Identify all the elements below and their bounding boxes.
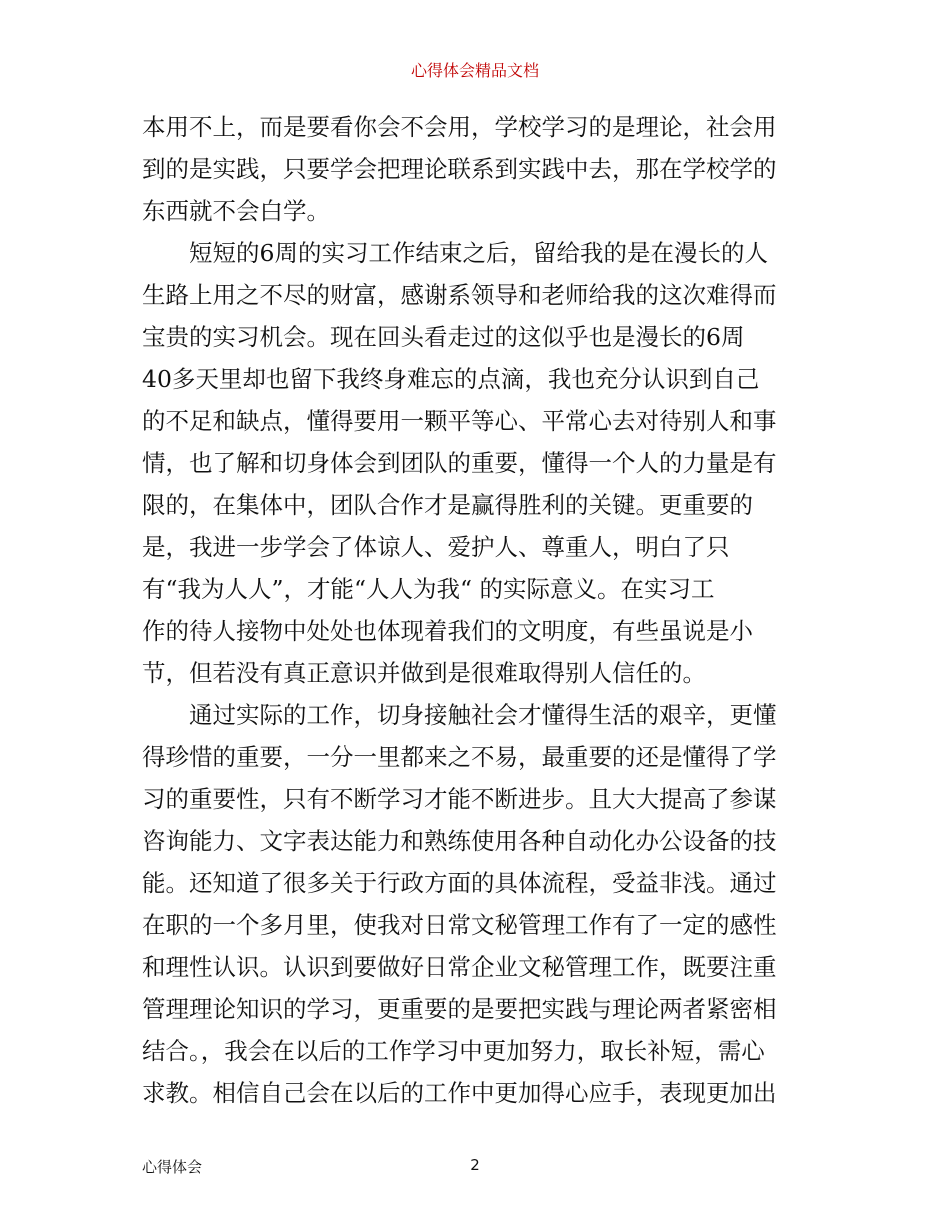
text-line: 限的，在集体中，团队合作才是赢得胜利的关键。更重要的 — [142, 491, 753, 519]
text-line: 得珍惜的重要，一分一里都来之不易，最重要的还是懂得了学 — [142, 743, 777, 771]
text-line: 生路上用之不尽的财富，感谢系领导和老师给我的这次难得而 — [142, 281, 777, 309]
text-line: 的不足和缺点，懂得要用一颗平等心、平常心去对待别人和事 — [142, 407, 777, 435]
footer-label: 心得体会 — [142, 1158, 203, 1176]
text-line: 求教。相信自己会在以后的工作中更加得心应手，表现更加出 — [142, 1079, 777, 1107]
text-line: 管理理论知识的学习，更重要的是要把实践与理论两者紧密相 — [142, 995, 777, 1023]
text-line: 和理性认识。认识到要做好日常企业文秘管理工作，既要注重 — [142, 953, 777, 981]
text-line: 是，我进一步学会了体谅人、爱护人、尊重人，明白了只 — [142, 533, 730, 561]
text-line: 在职的一个多月里，使我对日常文秘管理工作有了一定的感性 — [142, 911, 777, 939]
text-line: 情，也了解和切身体会到团队的重要，懂得一个人的力量是有 — [142, 449, 777, 477]
paragraph-start-line: 通过实际的工作，切身接触社会才懂得生活的艰辛，更懂 — [189, 701, 777, 729]
text-line: 宝贵的实习机会。现在回头看走过的这似乎也是漫长的6周 — [142, 323, 745, 351]
text-line: 40多天里却也留下我终身难忘的点滴，我也充分认识到自己 — [142, 365, 760, 393]
text-line: 节，但若没有真正意识并做到是很难取得别人信任的。 — [142, 659, 706, 687]
text-line: 结合。，我会在以后的工作学习中更加努力，取长补短，需心 — [142, 1037, 765, 1065]
text-line: 到的是实践，只要学会把理论联系到实践中去，那在学校学的 — [142, 155, 777, 183]
text-line: 本用不上，而是要看你会不会用，学校学习的是理论，社会用 — [142, 113, 777, 141]
page-header-title: 心得体会精品文档 — [410, 61, 539, 80]
page-number: 2 — [470, 1156, 480, 1174]
text-line: 有“我为人人”，才能“人人为我“ 的实际意义。在实习工 — [142, 575, 715, 603]
text-line: 能。还知道了很多关于行政方面的具体流程，受益非浅。通过 — [142, 869, 777, 897]
paragraph-start-line: 短短的6周的实习工作结束之后，留给我的是在漫长的人 — [189, 239, 768, 267]
text-line: 东西就不会白学。 — [142, 197, 330, 225]
text-line: 作的待人接物中处处也体现着我们的文明度，有些虽说是小 — [142, 617, 753, 645]
text-line: 咨询能力、文字表达能力和熟练使用各种自动化办公设备的技 — [142, 827, 777, 855]
document-body — [142, 106, 812, 1114]
text-line: 习的重要性，只有不断学习才能不断进步。且大大提高了参谋 — [142, 785, 777, 813]
